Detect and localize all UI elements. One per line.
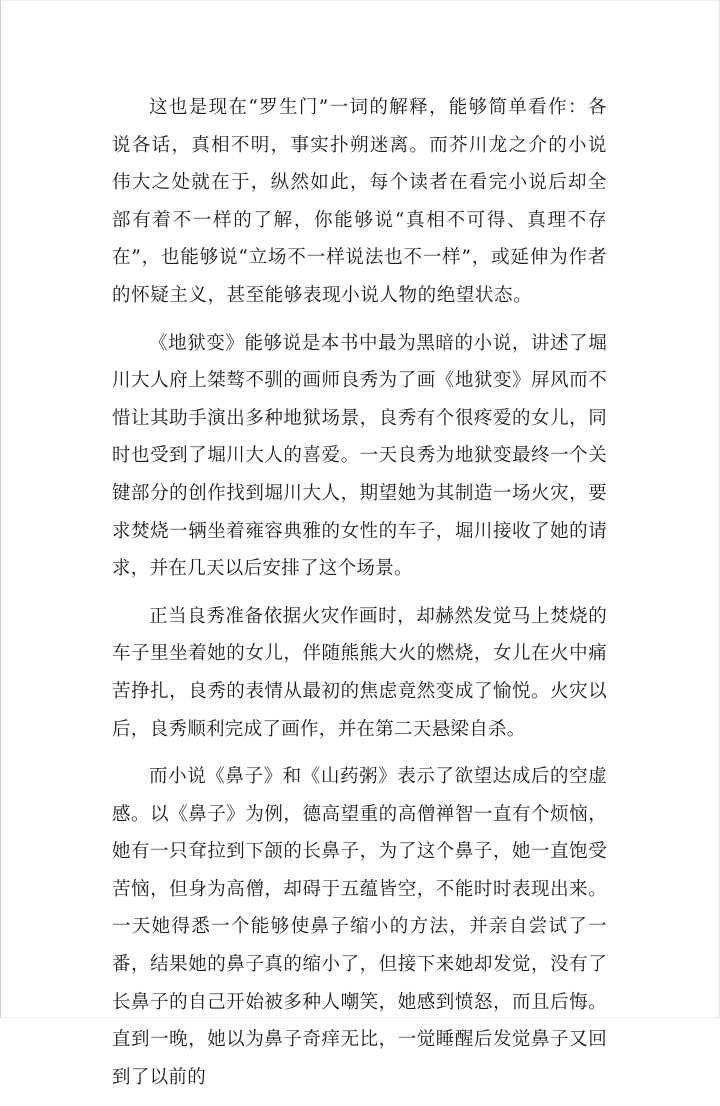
document-body: [112, 89, 607, 1106]
paragraph-rashomon: 这也是现在“罗生门”一词的解释，能够简单看作：各说各话，真相不明，事实扑朔迷离。而芥川龙之介的小说伟大之处就在于，纵然如此，每个读者在看完小说后却全部有着不一样的了解，你能够说“真相不可得、真理不存在”，也能够说“立场不一样说法也不一样”，或延伸为作者的怀疑主义，甚至能够表现小说人物的绝望状态。: [112, 97, 607, 306]
paragraph-fire-scene: 正当良秀准备依据火灾作画时，却赫然发觉马上焚烧的车子里坐着她的女儿，伴随熊熊大火的燃烧，女儿在火中痛苦挣扎，良秀的表情从最初的焦虑竟然变成了愉悦。火灾以后，良秀顺利完成了画作，并在第二天悬梁自杀。: [112, 605, 607, 740]
paragraph-nose: 而小说《鼻子》和《山药粥》表示了欲望达成后的空虚感。以《鼻子》为例，德高望重的高僧禅智一直有个烦恼，她有一只耷拉到下颌的长鼻子，为了这个鼻子，她一直饱受苦恼，但身为高僧，却碍于五蕴皆空，不能时时表现出来。一天她得悉一个能够使鼻子缩小的方法，并亲自尝试了一番，结果她的鼻子真的缩小了，但接下来她却发觉，没有了长鼻子的自己开始被多种人嘲笑，她感到愤怒，而且后悔。直到一晚，她以为鼻子奇痒无比，一觉睡醒后发觉鼻子又回到了以前的: [112, 766, 607, 1088]
paragraph-hell-screen: 《地狱变》能够说是本书中最为黑暗的小说，讲述了堀川大人府上桀骜不驯的画师良秀为了画《地狱变》屏风而不惜让其助手演出多种地狱场景，良秀有个很疼爱的女儿，同时也受到了堀川大人的喜爱。一天良秀为地狱变最终一个关键部分的创作找到堀川大人，期望她为其制造一场火灾，要求焚烧一辆坐着雍容典雅的女性的车子，堀川接收了她的请求，并在几天以后安排了这个场景。: [112, 332, 607, 580]
